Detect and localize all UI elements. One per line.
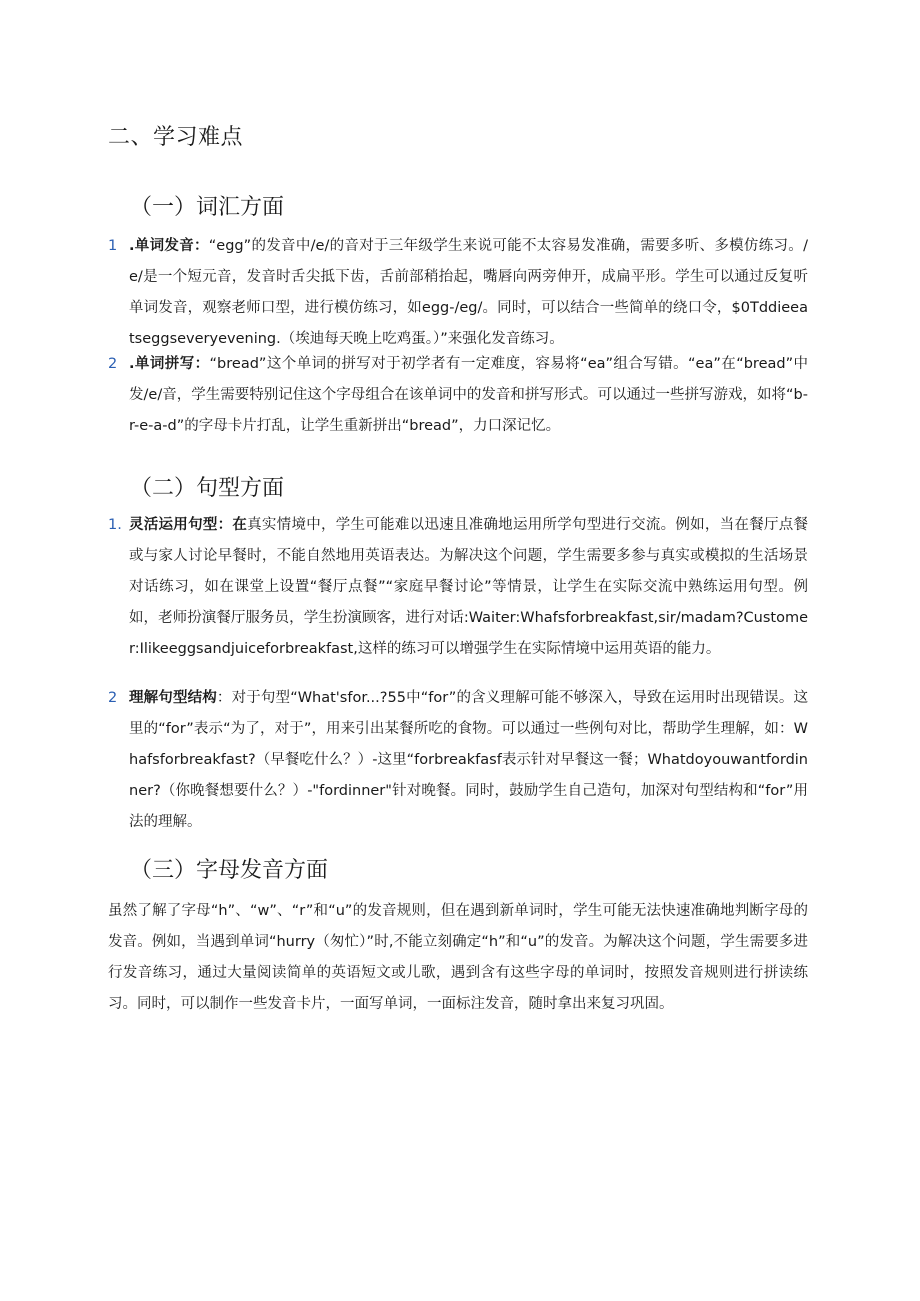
list-number: 1 [108,238,118,254]
list-item-text: “egg”的发音中/e/的音对于三年级学生来说可能不太容易发准确，需要多听、多模仿练习。/e/是一个短元音，发音时舌尖抵下齿，舌前部稍抬起，嘴唇向两旁伸开，成扁平形。学生可以通过反复听单词发音，观察老师口型，进行模仿练习，如egg-/eg/。同时，可以结合一些简单的绕口令，$0Tddieeatseggseveryevening.（埃迪每天晚上吃鸡蛋。）”来强化发音练习。 [129,238,808,347]
list-item-lead: .单词拼写： [129,356,210,372]
list-number: 1. [108,517,122,533]
list-item-body [129,510,808,665]
subsection-title-letter-sounds: （三）字母发音方面 [130,858,329,883]
list-item-word-spelling [108,349,808,442]
subsection-title-sentence: （二）句型方面 [130,476,285,501]
list-item-word-pronunciation [108,231,808,355]
list-item-flexible-use [108,510,808,665]
section-title: 二、学习难点 [108,125,244,150]
list-item-text: 真实情境中，学生可能难以迅速且准确地运用所学句型进行交流。例如，当在餐厅点餐或与家人讨论早餐时，不能自然地用英语表达。为解决这个问题，学生需要多参与真实或模拟的生活场景对话练习，如在课堂上设置“餐厅点餐”“家庭早餐讨论”等情景，让学生在实际交流中熟练运用句型。例如，老师扮演餐厅服务员，学生扮演顾客，进行对话:Waiter:Whafsforbreakfast,sir/madam?Customer:Ilikeeggsandjuiceforbreakfast,这样的练习可以增强学生在实际情境中运用英语的能力。 [129,517,809,657]
list-number: 2 [108,690,118,706]
list-item-body [129,349,808,442]
list-item-lead: .单词发音： [129,238,209,254]
list-item-lead: 灵活运用句型：在 [129,517,248,533]
subsection-title-vocabulary: （一）词汇方面 [130,195,285,220]
list-item-lead: 理解句型结构 [129,690,217,706]
list-item-body [129,231,808,355]
letter-sounds-paragraph: 虽然了解了字母“h”、“w”、“r”和“u”的发音规则，但在遇到新单词时，学生可能无法快速准确地判断字母的发音。例如，当遇到单词“hurry（匆忙）”时,不能立刻确定“h”和“u”的发音。为解决这个问题，学生需要多进行发音练习，通过大量阅读简单的英语短文或儿歌，遇到含有这些字母的单词时，按照发音规则进行拼读练习。同时，可以制作一些发音卡片，一面写单词，一面标注发音，随时拿出来复习巩固。 [108,903,808,1012]
list-number: 2 [108,356,118,372]
list-item-body [129,683,808,838]
list-item-text: “bread”这个单词的拼写对于初学者有一定难度，容易将“ea”组合写错。“ea”在“bread”中发/e/音，学生需要特别记住这个字母组合在该单词中的发音和拼写形式。可以通过一些拼写游戏，如将“b-r-e-a-d”的字母卡片打乱，让学生重新拼出“bread”，力口深记忆。 [129,356,809,434]
list-item-text: ：对于句型“What'sfor...?55中“for”的含义理解可能不够深入，导致在运用时出现错误。这里的“for”表示“为了，对于”，用来引出某餐所吃的食物。可以通过一些例句对比，帮助学生理解，如：Whafsforbreakfast?（早餐吃什么？）-这里“forbreakfasf表示针对早餐这一餐；Whatdoyouwantfordinner?（你晚餐想要什么？）-"fordinner"针对晚餐。同时，鼓励学生自己造句，加深对句型结构和“for”用法的理解。 [129,690,808,830]
list-item-sentence-structure [108,683,808,838]
